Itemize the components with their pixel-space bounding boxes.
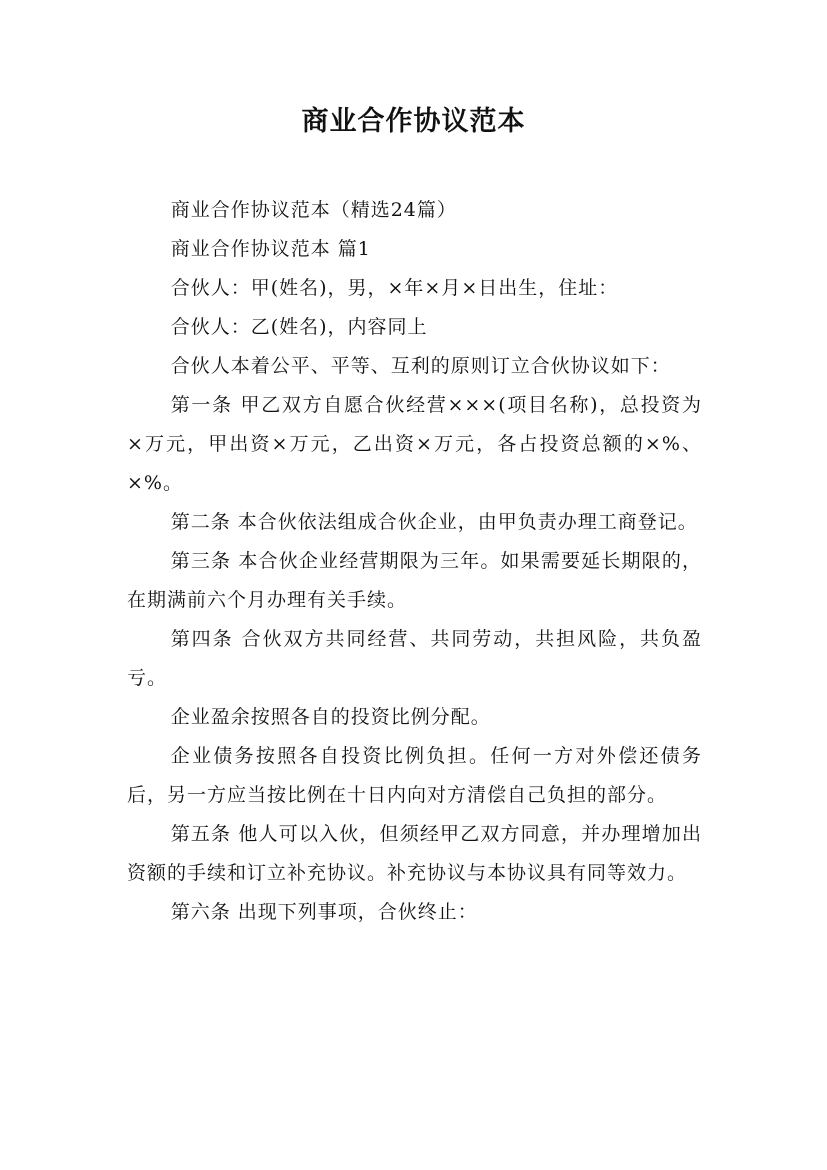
paragraph: 第五条 他人可以入伙，但须经甲乙双方同意，并办理增加出资额的手续和订立补充协议。补充协议与本协议具有同等效力。 bbox=[127, 823, 702, 884]
paragraph: 商业合作协议范本（精选24篇） bbox=[170, 199, 457, 221]
paragraph: 第六条 出现下列事项，合伙终止： bbox=[170, 901, 478, 923]
paragraph: 商业合作协议范本 篇1 bbox=[170, 238, 371, 260]
paragraph: 合伙人：乙(姓名)，内容同上 bbox=[170, 316, 428, 338]
paragraph: 企业债务按照各自投资比例负担。任何一方对外偿还债务后，另一方应当按比例在十日内向对方清偿自己负担的部分。 bbox=[127, 745, 702, 806]
paragraph: 第四条 合伙双方共同经营、共同劳动，共担风险，共负盈亏。 bbox=[127, 628, 702, 689]
paragraph: 合伙人本着公平、平等、互利的原则订立合伙协议如下： bbox=[170, 355, 671, 377]
paragraph: 第一条 甲乙双方自愿合伙经营×××(项目名称)，总投资为×万元，甲出资×万元，乙出资×万元，各占投资总额的×%、×%。 bbox=[127, 394, 702, 494]
paragraph: 第二条 本合伙依法组成合伙企业，由甲负责办理工商登记。 bbox=[170, 511, 698, 533]
paragraph: 第三条 本合伙企业经营期限为三年。如果需要延长期限的，在期满前六个月办理有关手续。 bbox=[127, 550, 702, 611]
paragraph: 企业盈余按照各自的投资比例分配。 bbox=[170, 706, 491, 728]
document-body bbox=[127, 191, 702, 932]
document-title: 商业合作协议范本 bbox=[301, 106, 526, 137]
paragraph: 合伙人：甲(姓名)，男，×年×月×日出生，住址： bbox=[170, 277, 619, 299]
